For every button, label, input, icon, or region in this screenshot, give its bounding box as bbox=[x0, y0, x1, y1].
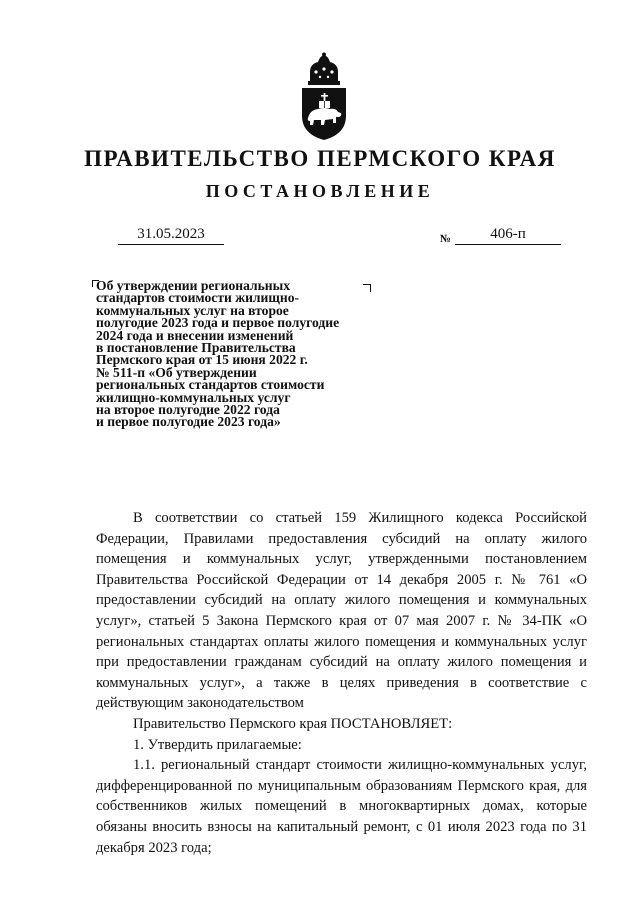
title-line: жилищно-коммунальных услуг bbox=[96, 389, 291, 405]
title-line: 2024 года и внесении изменений bbox=[96, 327, 294, 343]
body-paragraph-resolves: Правительство Пермского края ПОСТАНОВЛЯЕТ: bbox=[133, 715, 453, 732]
body-paragraph-item-1-1: 1.1. региональный стандарт стоимости жилищно-коммунальных услуг, дифференцированной по муниципальным образованиям Пермского края, для собственников жилых помещений в многоквартирных домах, которые обязаны вносить взносы на капитальный ремонт, с 01 июля 2023 года по 31 декабря 2023 года; bbox=[96, 757, 587, 856]
title-line: стандартов стоимости жилищно- bbox=[96, 290, 300, 306]
title-line: региональных стандартов стоимости bbox=[96, 377, 325, 393]
title-line: в постановление Правительства bbox=[96, 340, 296, 356]
title-line: коммунальных услуг на второе bbox=[96, 302, 289, 318]
title-line: Пермского края от 15 июня 2022 г. bbox=[96, 352, 308, 368]
document-number: 406-п bbox=[455, 226, 561, 245]
title-line: Об утверждении региональных bbox=[96, 278, 291, 293]
title-line: № 511-п «Об утверждении bbox=[96, 364, 257, 380]
document-title bbox=[96, 280, 386, 429]
number-sign: № bbox=[440, 233, 452, 245]
document-body bbox=[96, 508, 587, 858]
title-line: полугодие 2023 года и первое полугодие bbox=[96, 315, 340, 331]
organization-name: ПРАВИТЕЛЬСТВО ПЕРМСКОГО КРАЯ bbox=[84, 146, 556, 171]
document-type: ПОСТАНОВЛЕНИЕ bbox=[205, 181, 435, 201]
body-paragraph-item-1: 1. Утвердить прилагаемые: bbox=[133, 736, 302, 753]
document-date: 31.05.2023 bbox=[118, 226, 224, 245]
title-line: и первое полугодие 2023 года» bbox=[96, 414, 281, 430]
title-line: на второе полугодие 2022 года bbox=[96, 402, 280, 418]
perm-krai-coat-of-arms-icon bbox=[296, 52, 352, 142]
body-paragraph-preamble: В соответствии со статьей 159 Жилищного кодекса Российской Федерации, Правилами предоставления субсидий на оплату жилого помещения и коммунальных услуг, утвержденными постановлением Правительства Российской Федерации от 14 декабря 2005 г. № 761 «О предоставлении субсидий на оплату жилого помещения и коммунальных услуг», статьей 5 Закона Пермского края от 07 мая 2007 г. № 34-ПК «О региональных стандартах оплаты жилого помещения и коммунальных услуг при предоставлении гражданам субсидий на оплату жилого помещения и коммунальных услуг», а также в целях приведения в соответствие с действующим законодательством bbox=[96, 510, 587, 712]
